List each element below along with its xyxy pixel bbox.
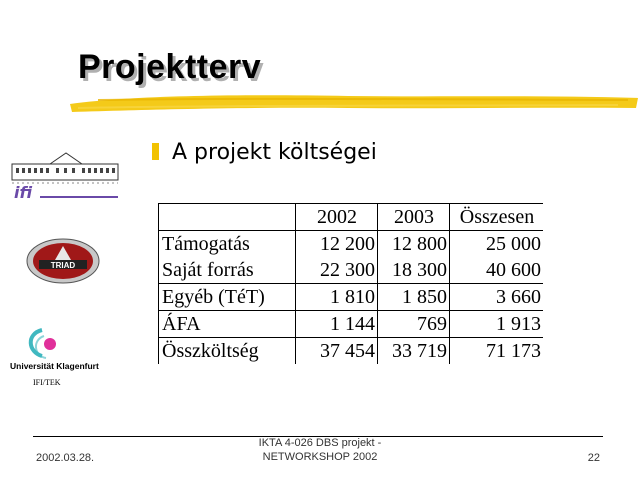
- row-label: Egyéb (TéT): [159, 284, 296, 311]
- ifi-logo-text: ifi: [14, 183, 33, 202]
- cell-total: 71 173: [450, 338, 544, 365]
- footer-page-number: 22: [587, 452, 600, 464]
- table-row: [159, 338, 544, 365]
- cell-2003: 33 719: [378, 338, 450, 365]
- footer-center-text: [220, 436, 420, 464]
- cell-2003: 18 300: [378, 257, 450, 284]
- cost-table: [158, 203, 543, 364]
- table-header-2003: 2003: [378, 204, 450, 231]
- cell-total: 1 913: [450, 311, 544, 338]
- cell-2003: 12 800: [378, 231, 450, 258]
- slide-title: Projektterv: [78, 48, 262, 86]
- row-label: Támogatás: [159, 231, 296, 258]
- table-header-label: [159, 204, 296, 231]
- table-header-row: [159, 204, 544, 231]
- cell-2003: 1 850: [378, 284, 450, 311]
- klagenfurt-logo: [10, 326, 112, 374]
- table-header-2002: 2002: [296, 204, 378, 231]
- row-label: Saját forrás: [159, 257, 296, 284]
- klagenfurt-emblem-icon: [24, 326, 74, 362]
- cell-2002: 22 300: [296, 257, 378, 284]
- bullet-text: A projekt költségei: [172, 140, 377, 165]
- cell-2002: 1 144: [296, 311, 378, 338]
- footer-project-line: IKTA 4-026 DBS projekt -: [258, 437, 382, 449]
- cell-2003: 769: [378, 311, 450, 338]
- table-row: [159, 311, 544, 338]
- ifi-logo-line: [40, 196, 118, 198]
- table-row: [159, 257, 544, 284]
- triad-logo: [25, 238, 101, 284]
- table-row: [159, 231, 544, 258]
- ifi-tek-label: IFI/TEK: [33, 378, 61, 387]
- title-underline-brush: [68, 88, 640, 116]
- footer-date: 2002.03.28.: [36, 452, 95, 464]
- row-label: ÁFA: [159, 311, 296, 338]
- table-header-total: Összesen: [450, 204, 544, 231]
- cell-2002: 37 454: [296, 338, 378, 365]
- row-label: Összköltség: [159, 338, 296, 365]
- klagenfurt-logo-text: Universität Klagenfurt: [10, 361, 99, 371]
- table-row: [159, 284, 544, 311]
- cell-total: 40 600: [486, 259, 541, 281]
- bullet-marker: [152, 143, 159, 160]
- cell-total: 25 000: [486, 233, 541, 255]
- ifi-logo: [10, 150, 122, 206]
- footer-event-line: NETWORKSHOP 2002: [262, 451, 378, 463]
- university-building-icon: [10, 150, 122, 186]
- cell-2002: 1 810: [296, 284, 378, 311]
- triad-logo-text: TRIAD: [50, 261, 76, 270]
- cell-total: 3 660: [450, 284, 544, 311]
- cell-2002: 12 200: [296, 231, 378, 258]
